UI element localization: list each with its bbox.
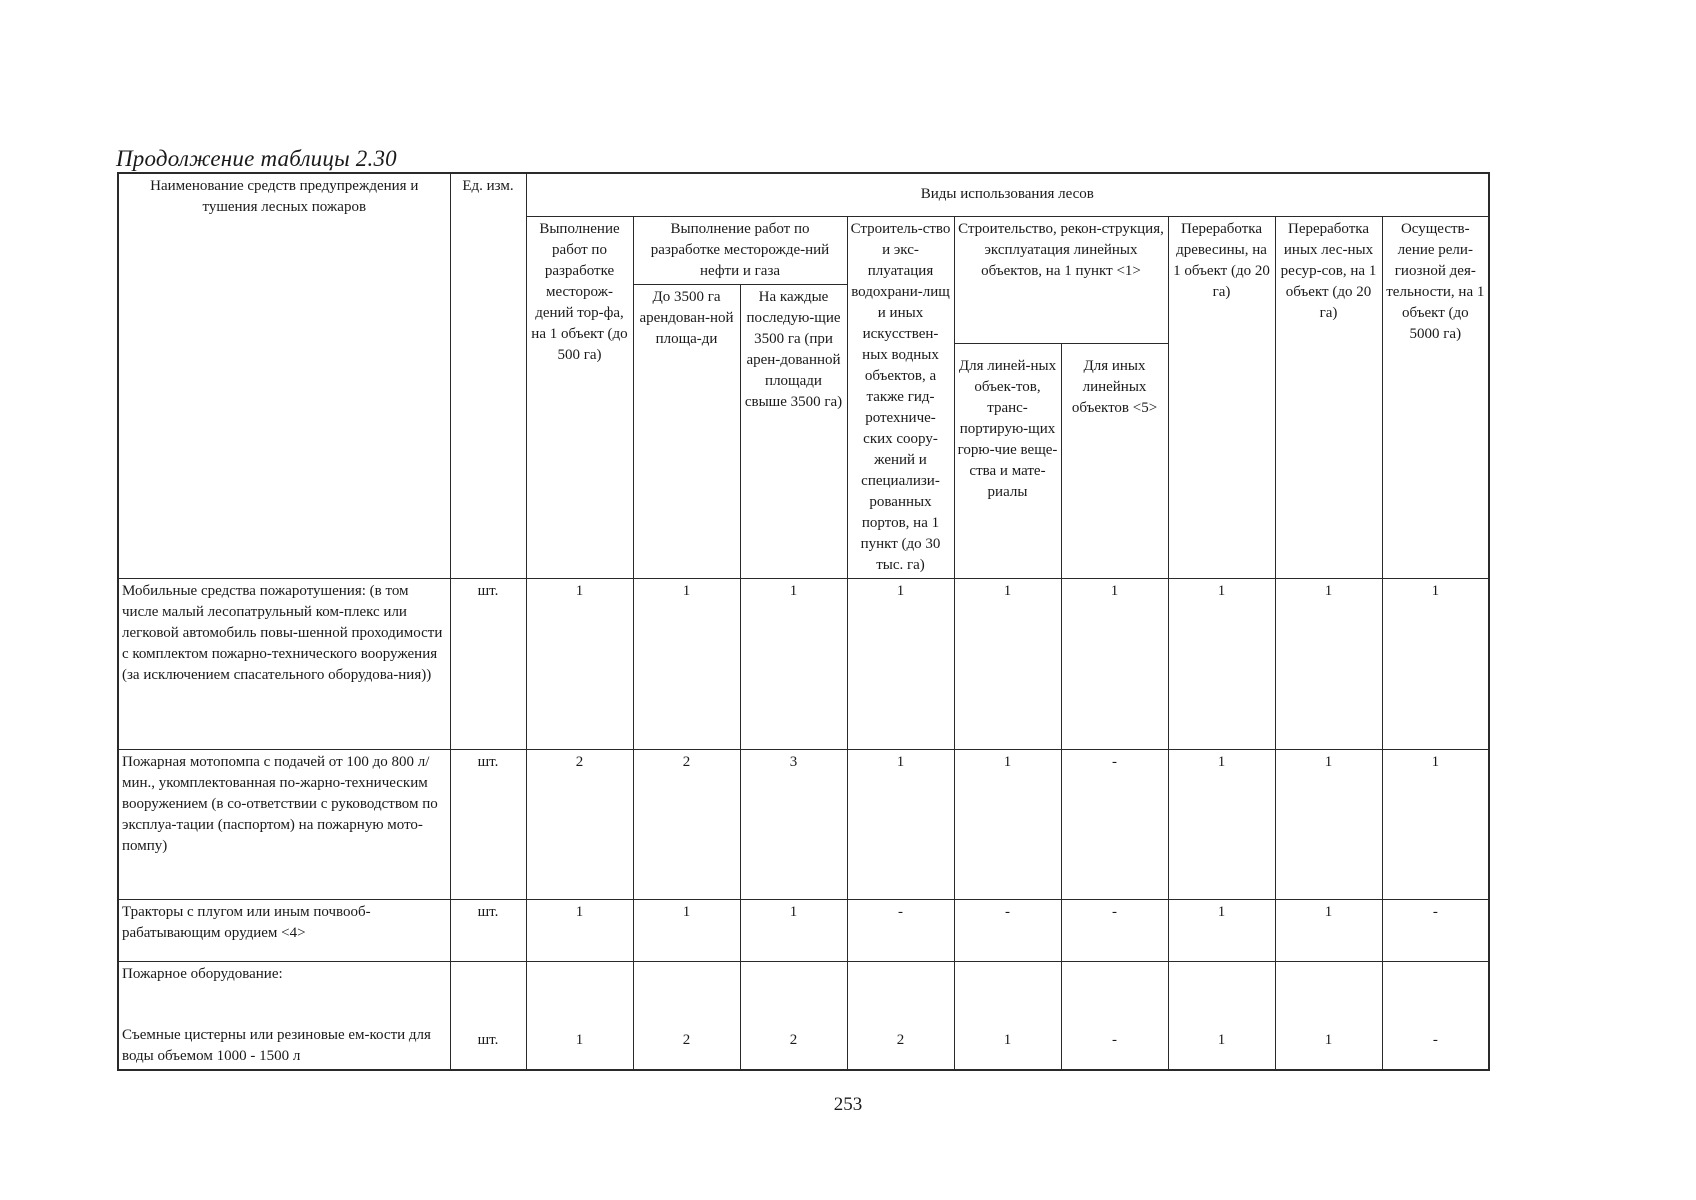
cell-religion: - xyxy=(1382,961,1489,1070)
row-name-text: Съемные цистерны или резиновые ем-кости для воды объемом 1000 - 1500 л xyxy=(122,1026,431,1064)
cell-water: 1 xyxy=(847,578,954,749)
cell-religion: 1 xyxy=(1382,749,1489,899)
cell-wood: 1 xyxy=(1168,749,1275,899)
table-row xyxy=(118,961,1489,1070)
row-name: Мобильные средства пожаротушения: (в том числе малый лесопатрульный ком-плекс или легковой автомобиль повы-шенной проходимости с комплектом пожарно-технического вооружения (за исключением спасательного оборудова-ния)) xyxy=(118,578,450,749)
table-row xyxy=(118,899,1489,961)
header-wood: Переработка древесины, на 1 объект (до 20 га) xyxy=(1168,216,1275,578)
header-oilgas-each-next-3500: На каждые последую-щие 3500 га (при арен-дованной площади свыше 3500 га) xyxy=(740,284,847,578)
header-unit: Ед. изм. xyxy=(450,173,526,578)
cell-other-resources: 1 xyxy=(1275,899,1382,961)
header-religion: Осуществ-ление рели-гиозной дея-тельности, на 1 объект (до 5000 га) xyxy=(1382,216,1489,578)
cell-linear-other: 1 xyxy=(1061,578,1168,749)
cell-peat: 1 xyxy=(526,578,633,749)
header-linear-other: Для иных линейных объектов <5> xyxy=(1061,344,1168,579)
header-usage-types: Виды использования лесов xyxy=(526,173,1489,216)
cell-oilgas-upto-3500: 2 xyxy=(633,961,740,1070)
cell-linear-flammable: 1 xyxy=(954,961,1061,1070)
table-row xyxy=(118,578,1489,749)
header-linear-flammable: Для линей-ных объек-тов, транс-портирую-щих горю-чие веще-ства и мате-риалы xyxy=(954,344,1061,579)
cell-linear-other: - xyxy=(1061,749,1168,899)
cell-religion: - xyxy=(1382,899,1489,961)
header-other-resources: Переработка иных лес-ных ресур-сов, на 1 объект (до 20 га) xyxy=(1275,216,1382,578)
header-peat: Выполнение работ по разработке месторож-дений тор-фа, на 1 объект (до 500 га) xyxy=(526,216,633,578)
fire-equipment-table xyxy=(117,172,1490,1071)
cell-peat: 1 xyxy=(526,899,633,961)
cell-other-resources: 1 xyxy=(1275,961,1382,1070)
cell-peat: 2 xyxy=(526,749,633,899)
row-unit: шт. xyxy=(450,961,526,1070)
cell-water: 2 xyxy=(847,961,954,1070)
page-number: 253 xyxy=(833,1094,863,1115)
cell-other-resources: 1 xyxy=(1275,749,1382,899)
header-oilgas: Выполнение работ по разработке месторожде-ний нефти и газа xyxy=(633,216,847,284)
cell-oilgas-each-next: 1 xyxy=(740,578,847,749)
row-unit: шт. xyxy=(450,749,526,899)
table-row xyxy=(118,749,1489,899)
cell-oilgas-upto-3500: 2 xyxy=(633,749,740,899)
cell-oilgas-each-next: 3 xyxy=(740,749,847,899)
cell-wood: 1 xyxy=(1168,578,1275,749)
header-name: Наименование средств предупреждения и тушения лесных пожаров xyxy=(118,173,450,578)
row-unit: шт. xyxy=(450,899,526,961)
cell-linear-flammable: - xyxy=(954,899,1061,961)
row-unit: шт. xyxy=(450,578,526,749)
cell-wood: 1 xyxy=(1168,899,1275,961)
header-water: Строитель-ство и экс-плуатация водохрани-лищ и иных искусствен-ных водных объектов, а также гид-ротехниче-ских соору-жений и специализи-рованных портов, на 1 пункт (до 30 тыс. га) xyxy=(847,216,954,578)
header-linear: Строительство, рекон-струкция, эксплуатация линейных объектов, на 1 пункт <1> xyxy=(954,216,1168,344)
cell-oilgas-upto-3500: 1 xyxy=(633,578,740,749)
cell-wood: 1 xyxy=(1168,961,1275,1070)
row-name xyxy=(118,961,450,1070)
cell-linear-other: - xyxy=(1061,961,1168,1070)
section-heading: Пожарное оборудование: xyxy=(122,965,283,982)
header-oilgas-upto-3500: До 3500 га арендован-ной площа-ди xyxy=(633,284,740,578)
cell-linear-other: - xyxy=(1061,899,1168,961)
row-name: Тракторы с плугом или иным почвооб-рабатывающим орудием <4> xyxy=(118,899,450,961)
cell-peat: 1 xyxy=(526,961,633,1070)
row-name: Пожарная мотопомпа с подачей от 100 до 800 л/мин., укомплектованная по-жарно-техническим вооружением (в со-ответствии с руководством по эксплуа-тации (паспортом) на пожарную мото-помпу) xyxy=(118,749,450,899)
cell-religion: 1 xyxy=(1382,578,1489,749)
cell-linear-flammable: 1 xyxy=(954,578,1061,749)
cell-oilgas-each-next: 1 xyxy=(740,899,847,961)
cell-linear-flammable: 1 xyxy=(954,749,1061,899)
cell-water: 1 xyxy=(847,749,954,899)
cell-water: - xyxy=(847,899,954,961)
cell-oilgas-upto-3500: 1 xyxy=(633,899,740,961)
table-caption: Продолжение таблицы 2.30 xyxy=(116,146,397,171)
cell-other-resources: 1 xyxy=(1275,578,1382,749)
cell-oilgas-each-next: 2 xyxy=(740,961,847,1070)
